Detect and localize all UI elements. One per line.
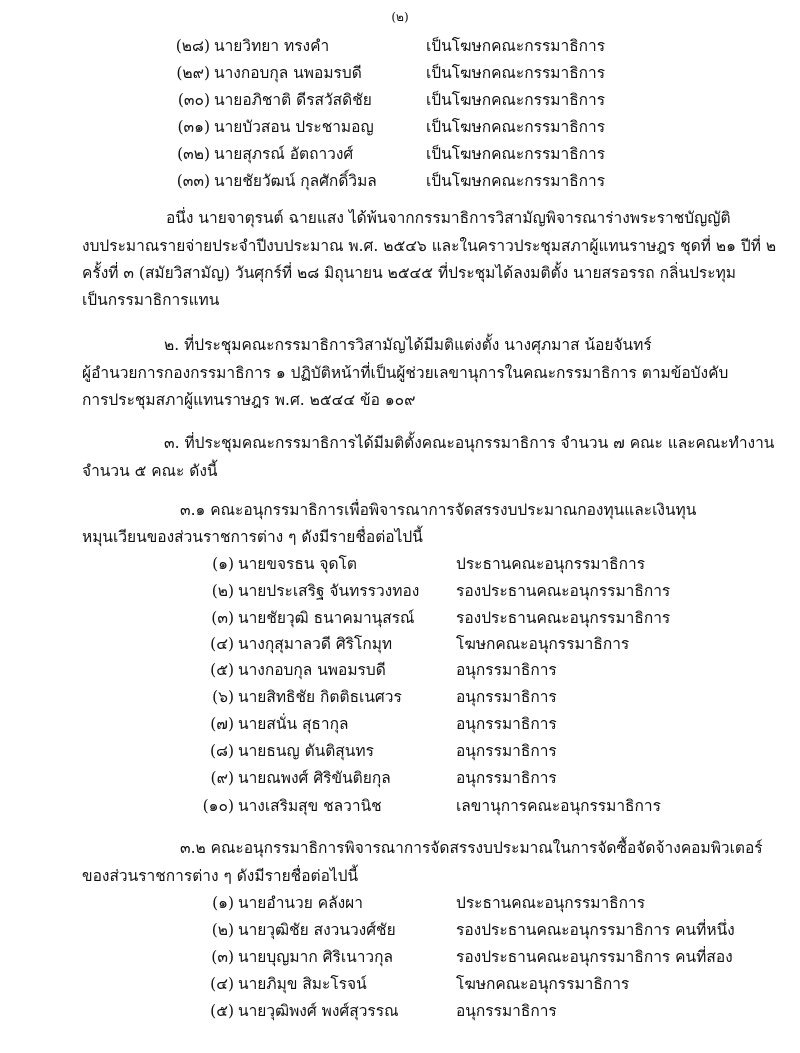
- paragraph-line: ครั้งที่ ๓ (สมัยวิสามัญ) วันศุกร์ที่ ๒๘ มิถุนายน ๒๕๔๕ ที่ประชุมได้ลงมติตั้ง นายสรอรรถ กลิ่นประทุม: [82, 264, 736, 282]
- member-role: โฆษกคณะอนุกรรมาธิการ: [456, 635, 630, 653]
- member-number: (๒): [211, 582, 234, 600]
- member-number: (๑): [212, 555, 234, 573]
- member-name: นายภิมุข สิมะโรจน์: [238, 975, 367, 993]
- paragraph-line: ๓. ที่ประชุมคณะกรรมาธิการได้มีมติตั้งคณะอนุกรรมาธิการ จำนวน ๗ คณะ และคณะทำงาน: [164, 434, 775, 452]
- member-name: นายณพงศ์ ศิริขันติยกุล: [238, 769, 391, 787]
- member-name: นางเสริมสุข ชลวานิช: [238, 797, 382, 815]
- member-role: เป็นโฆษกคณะกรรมาธิการ: [426, 37, 606, 55]
- member-number: (๓๒): [177, 145, 210, 163]
- member-role: โฆษกคณะอนุกรรมาธิการ: [456, 975, 630, 993]
- member-name: นายวิทยา ทรงคำ: [214, 37, 330, 55]
- member-name: นายอภิชาติ ดีรสวัสดิชัย: [214, 91, 372, 109]
- member-role: ประธานคณะอนุกรรมาธิการ: [456, 894, 646, 912]
- member-role: ประธานคณะอนุกรรมาธิการ: [456, 555, 646, 573]
- member-name: นางกอบกุล นพอมรบดี: [214, 64, 362, 82]
- member-name: นางกอบกุล นพอมรบดี: [238, 661, 386, 679]
- member-role: เป็นโฆษกคณะกรรมาธิการ: [426, 172, 606, 190]
- member-role: รองประธานคณะอนุกรรมาธิการ: [456, 582, 671, 600]
- member-name: นายประเสริฐ จันทรรวงทอง: [238, 582, 420, 600]
- member-number: (๘): [209, 742, 234, 760]
- member-number: (๓๓): [176, 172, 210, 190]
- paragraph-line: เป็นกรรมาธิการแทน: [82, 291, 220, 309]
- member-number: (๕): [210, 1002, 234, 1020]
- paragraph-line: การประชุมสภาผู้แทนราษฎร พ.ศ. ๒๕๔๔ ข้อ ๑๐๙: [82, 391, 416, 409]
- member-number: (๓๐): [177, 91, 210, 109]
- subcommittee-heading: หมุนเวียนของส่วนราชการต่าง ๆ ดังมีรายชื่อต่อไปนี้: [82, 528, 423, 546]
- member-name: นายวุฒิพงศ์ พงศ์สุวรรณ: [238, 1002, 399, 1020]
- member-name: นายบัวสอน ประชามอญ: [214, 118, 374, 136]
- member-role: เป็นโฆษกคณะกรรมาธิการ: [426, 64, 606, 82]
- member-role: รองประธานคณะอนุกรรมาธิการ: [456, 609, 671, 627]
- member-number: (๕): [210, 661, 234, 679]
- member-name: นายธนญ ตันติสุนทร: [238, 742, 374, 760]
- member-name: นายขจรธน จุดโต: [238, 555, 357, 573]
- member-role: อนุกรรมาธิการ: [456, 715, 557, 733]
- paragraph-line: จำนวน ๕ คณะ ดังนี้: [82, 462, 218, 480]
- member-role: อนุกรรมาธิการ: [456, 1002, 557, 1020]
- member-name: นายบุญมาก ศิริเนาวกุล: [238, 948, 394, 966]
- paragraph-line: ผู้อำนวยการกองกรรมาธิการ ๑ ปฏิบัติหน้าที่เป็นผู้ช่วยเลขานุการในคณะกรรมาธิการ ตามข้อบังคับ: [82, 364, 729, 382]
- paragraph-line: งบประมาณรายจ่ายประจำปีงบประมาณ พ.ศ. ๒๕๔๖ และในคราวประชุมสภาผู้แทนราษฎร ชุดที่ ๒๑ ปีที่ ๒: [82, 237, 777, 255]
- member-number: (๒๙): [176, 64, 210, 82]
- member-number: (๑): [212, 894, 234, 912]
- member-number: (๒๘): [175, 37, 210, 55]
- paragraph-line: อนึ่ง นายจาตุรนต์ ฉายแสง ได้พ้นจากกรรมาธิการวิสามัญพิจารณาร่างพระราชบัญญัติ: [166, 209, 731, 227]
- member-name: นายอำนวย คลังผา: [238, 894, 363, 912]
- page-number: (๒): [391, 10, 409, 24]
- member-role: เป็นโฆษกคณะกรรมาธิการ: [426, 118, 606, 136]
- member-name: นายสุภรณ์ อัตถาวงศ์: [214, 145, 354, 163]
- subcommittee-heading: ๓.๑ คณะอนุกรรมาธิการเพื่อพิจารณาการจัดสรรงบประมาณกองทุนและเงินทุน: [180, 501, 697, 519]
- member-number: (๔): [210, 635, 234, 653]
- member-role: รองประธานคณะอนุกรรมาธิการ คนที่สอง: [456, 948, 733, 966]
- member-role: เป็นโฆษกคณะกรรมาธิการ: [426, 145, 606, 163]
- member-role: เป็นโฆษกคณะกรรมาธิการ: [426, 91, 606, 109]
- member-number: (๗): [210, 715, 234, 733]
- member-role: รองประธานคณะอนุกรรมาธิการ คนที่หนึ่ง: [456, 921, 735, 939]
- member-role: เลขานุการคณะอนุกรรมาธิการ: [456, 797, 661, 815]
- member-role: อนุกรรมาธิการ: [456, 661, 557, 679]
- member-name: นายวุฒิชัย สงวนวงศ์ชัย: [238, 921, 396, 939]
- member-name: นางกุสุมาลวดี ศิริโกมุท: [238, 635, 393, 653]
- member-number: (๒): [211, 921, 234, 939]
- member-name: นายชัยวัฒน์ กุลศักดิ์วิมล: [214, 172, 377, 190]
- member-name: นายชัยวุฒิ ธนาคมานุสรณ์: [238, 609, 415, 627]
- paragraph-line: ๒. ที่ประชุมคณะกรรมาธิการวิสามัญได้มีมติแต่งตั้ง นางศุภมาส น้อยจันทร์: [164, 336, 652, 354]
- member-role: อนุกรรมาธิการ: [456, 769, 557, 787]
- member-name: นายสนั่น สุธากุล: [238, 715, 349, 733]
- member-number: (๑๐): [202, 797, 234, 815]
- subcommittee-heading: ๓.๒ คณะอนุกรรมาธิการพิจารณาการจัดสรรงบประมาณในการจัดซื้อจัดจ้างคอมพิวเตอร์: [180, 839, 763, 857]
- member-number: (๓๑): [177, 118, 210, 136]
- member-name: นายสิทธิชัย กิตติธเนศวร: [238, 688, 402, 706]
- member-role: อนุกรรมาธิการ: [456, 688, 557, 706]
- subcommittee-heading: ของส่วนราชการต่าง ๆ ดังมีรายชื่อต่อไปนี้: [82, 867, 359, 885]
- member-role: อนุกรรมาธิการ: [456, 742, 557, 760]
- member-number: (๓): [211, 609, 234, 627]
- member-number: (๔): [210, 975, 234, 993]
- member-number: (๙): [210, 769, 234, 787]
- member-number: (๖): [212, 688, 234, 706]
- member-number: (๓): [211, 948, 234, 966]
